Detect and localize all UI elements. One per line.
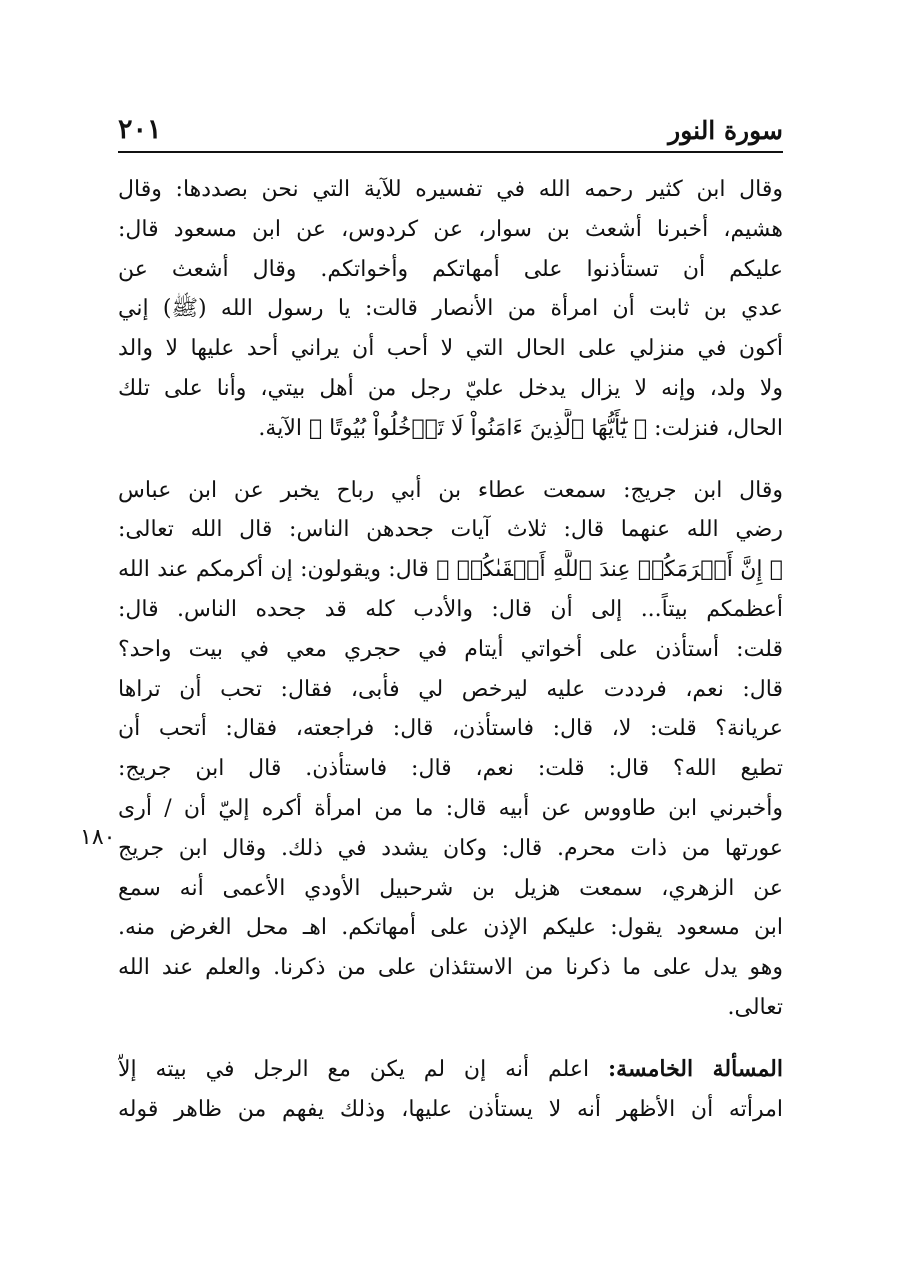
text-line: وقال ابن كثير رحمه الله في تفسيره للآية التي نحن بصددها: وقال: [118, 177, 783, 202]
page-body: [118, 170, 783, 1129]
page-header: [118, 112, 783, 148]
surah-title: سورة النور: [668, 116, 783, 145]
text-line: عن الزهري، سمعت هزيل بن شرحبيل الأودي الأعمى أنه سمع: [118, 875, 783, 901]
text-line: عدي بن ثابت أن امرأة من الأنصار قالت: يا رسول الله (ﷺ) إني: [118, 296, 783, 322]
text-span: اعلم أنه إن لم يكن مع الرجل في بيته إلاّ: [118, 1056, 590, 1082]
text-line: تطيع الله؟ قال: قلت: نعم، قال: فاستأذن. قال ابن جريج:: [118, 756, 783, 782]
text-line: قلت: أستأذن على أخواتي أيتام في حجري معي في بيت واحد؟: [118, 636, 783, 662]
page-number: ٢٠١: [118, 114, 162, 145]
margin-verse-number: ١٨٠: [80, 825, 116, 850]
text-line: ﴿ إِنَّ أَكۡرَمَكُمۡ عِندَ ٱللَّهِ أَتۡقَىٰكُمۡ ﴾ قال: ويقولون: إن أكرمكم عند الله: [118, 557, 783, 583]
text-line: الحال، فنزلت: ﴿ يَٰٓأَيُّهَا ٱلَّذِينَ ءَامَنُواْ لَا تَدۡخُلُواْ بُيُوتًا ﴾ الآية.: [258, 415, 783, 441]
paragraph-1: [118, 170, 783, 449]
text-line: ابن مسعود يقول: عليكم الإذن على أمهاتكم. اهـ محل الغرض منه.: [118, 915, 783, 941]
text-line: امرأته أن الأظهر أنه لا يستأذن عليها، وذلك يفهم من ظاهر قوله: [118, 1096, 783, 1122]
text-line: رضي الله عنهما قال: ثلاث آيات جحدهن الناس: قال الله تعالى:: [118, 517, 783, 543]
section-heading: المسألة الخامسة:: [608, 1055, 783, 1082]
header-divider: [118, 151, 783, 153]
text-line: وهو يدل على ما ذكرنا من الاستئذان على من ذكرنا. والعلم عند الله: [118, 955, 783, 981]
text-line: عريانة؟ قلت: لا، قال: فاستأذن، قال: فراجعته، فقال: أتحب أن: [118, 716, 783, 742]
paragraph-3: [118, 1050, 783, 1130]
paragraph-gap: [118, 449, 783, 471]
text-line: أكون في منزلي على الحال التي لا أحب أن يراني أحد عليها لا والد: [118, 336, 783, 362]
paragraph-gap: [118, 1028, 783, 1050]
text-line: هشيم، أخبرنا أشعث بن سوار، عن كردوس، عن ابن مسعود قال:: [118, 216, 783, 242]
text-line: عليكم أن تستأذنوا على أمهاتكم وأخواتكم. وقال أشعث عن: [118, 256, 783, 282]
text-line: ولا ولد، وإنه لا يزال يدخل عليّ رجل من أهل بيتي، وأنا على تلك: [118, 375, 783, 401]
text-line: عورتها من ذات محرم. قال: وكان يشدد في ذلك. وقال ابن جريج: [118, 835, 783, 861]
text-line: وقال ابن جريج: سمعت عطاء بن أبي رباح يخبر عن ابن عباس: [118, 477, 783, 503]
text-line: [118, 1050, 783, 1090]
text-line: تعالى.: [727, 994, 783, 1020]
paragraph-2: [118, 471, 783, 1028]
text-line: قال: نعم، فرددت عليه ليرخص لي فأبى، فقال: تحب أن تراها: [118, 676, 783, 702]
text-line: أعظمكم بيتاً... إلى أن قال: والأدب كله قد جحده الناس. قال:: [118, 596, 783, 622]
text-line: وأخبرني ابن طاووس عن أبيه قال: ما من امرأة أكره إليّ أن / أرى: [118, 795, 783, 821]
